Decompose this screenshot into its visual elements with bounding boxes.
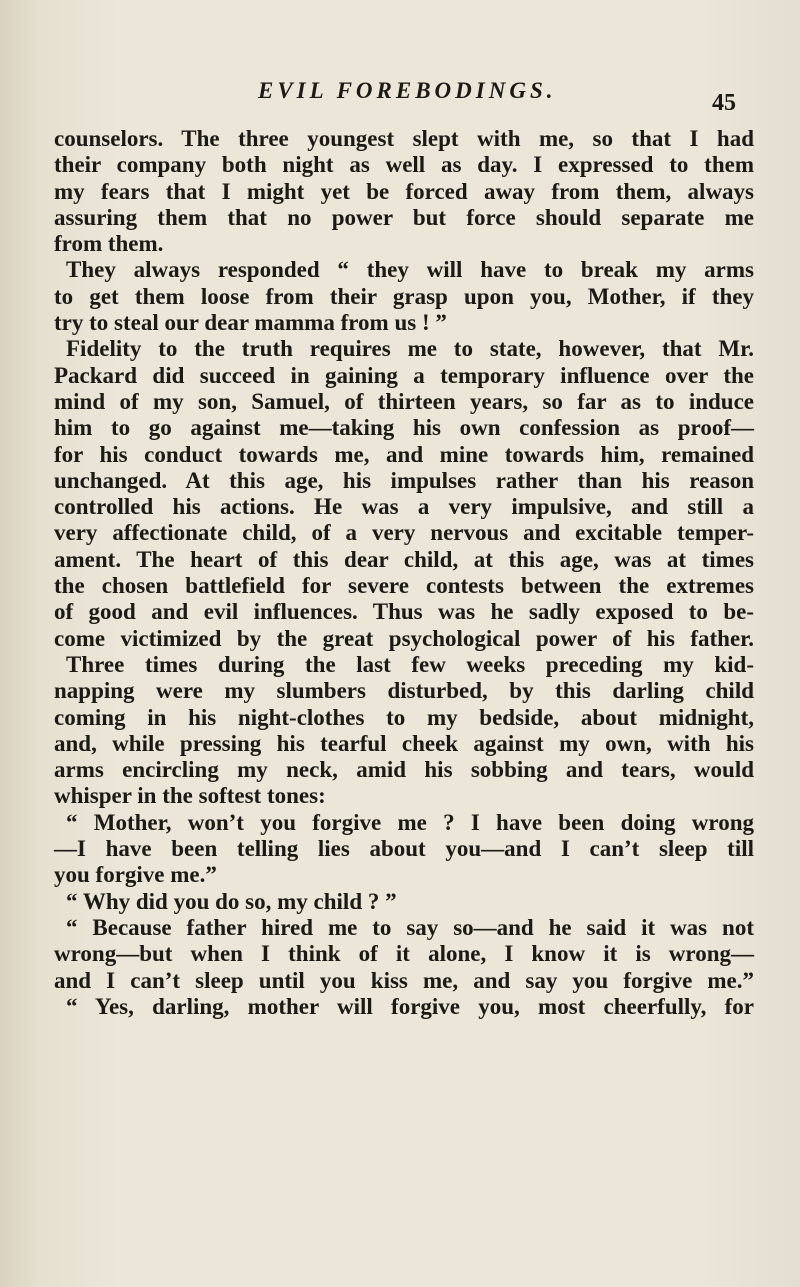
text-line: mind of my son, Samuel, of thirteen years, so far as to induce: [54, 388, 754, 414]
text-line: napping were my slumbers disturbed, by this darling child: [54, 678, 754, 704]
text-line: counselors. The three youngest slept with me, so that I had: [54, 126, 754, 151]
text-line: —I have been telling lies about you—and I can’t sleep till: [54, 836, 754, 862]
text-line: for his conduct towards me, and mine towards him, remained: [54, 441, 754, 467]
text-line: ament. The heart of this dear child, at this age, was at times: [54, 546, 754, 572]
text-line: “ Yes, darling, mother will forgive you, most cheerfully, for: [66, 993, 754, 1019]
page-number: 45: [712, 90, 736, 116]
text-line: whisper in the softest tones:: [54, 783, 326, 809]
text-line: their company both night as well as day. I expressed to them: [54, 152, 754, 178]
text-line: try to steal our dear mamma from us ! ”: [54, 310, 447, 336]
text-line: you forgive me.”: [54, 862, 217, 888]
text-line: wrong—but when I think of it alone, I know it is wrong—: [54, 941, 754, 967]
running-head: [0, 78, 800, 118]
text-line: the chosen battlefield for severe contests between the extremes: [54, 573, 754, 599]
text-line: Packard did succeed in gaining a temporary influence over the: [54, 362, 754, 388]
text-line: “ Mother, won’t you forgive me ? I have been doing wrong: [66, 809, 754, 835]
text-line: controlled his actions. He was a very impulsive, and still a: [54, 494, 754, 520]
text-line: and I can’t sleep until you kiss me, and say you forgive me.”: [54, 967, 754, 993]
text-line: Three times during the last few weeks preceding my kid-: [66, 651, 754, 677]
text-line: Fidelity to the truth requires me to state, however, that Mr.: [66, 336, 754, 362]
text-line: to get them loose from their grasp upon you, Mother, if they: [54, 283, 754, 309]
body-text: [54, 126, 754, 1020]
text-line: him to go against me—taking his own confession as proof—: [54, 415, 754, 441]
text-line: They always responded “ they will have to break my arms: [66, 257, 754, 283]
text-line: assuring them that no power but force should separate me: [54, 204, 754, 230]
text-line: from them.: [54, 231, 164, 257]
text-line: arms encircling my neck, amid his sobbing and tears, would: [54, 757, 754, 783]
text-line: come victimized by the great psychological power of his father.: [54, 625, 754, 651]
text-line: coming in his night-clothes to my bedside, about midnight,: [54, 704, 754, 730]
text-line: my fears that I might yet be forced away from them, always: [54, 178, 754, 204]
running-title: EVIL FOREBODINGS.: [258, 78, 557, 103]
text-line: unchanged. At this age, his impulses rather than his reason: [54, 467, 754, 493]
text-line: of good and evil influences. Thus was he sadly exposed to be-: [54, 599, 754, 625]
text-line: “ Because father hired me to say so—and he said it was not: [66, 914, 754, 940]
text-line: very affectionate child, of a very nervous and excitable temper-: [54, 520, 754, 546]
text-line: and, while pressing his tearful cheek against my own, with his: [54, 730, 754, 756]
text-line: “ Why did you do so, my child ? ”: [66, 888, 397, 914]
